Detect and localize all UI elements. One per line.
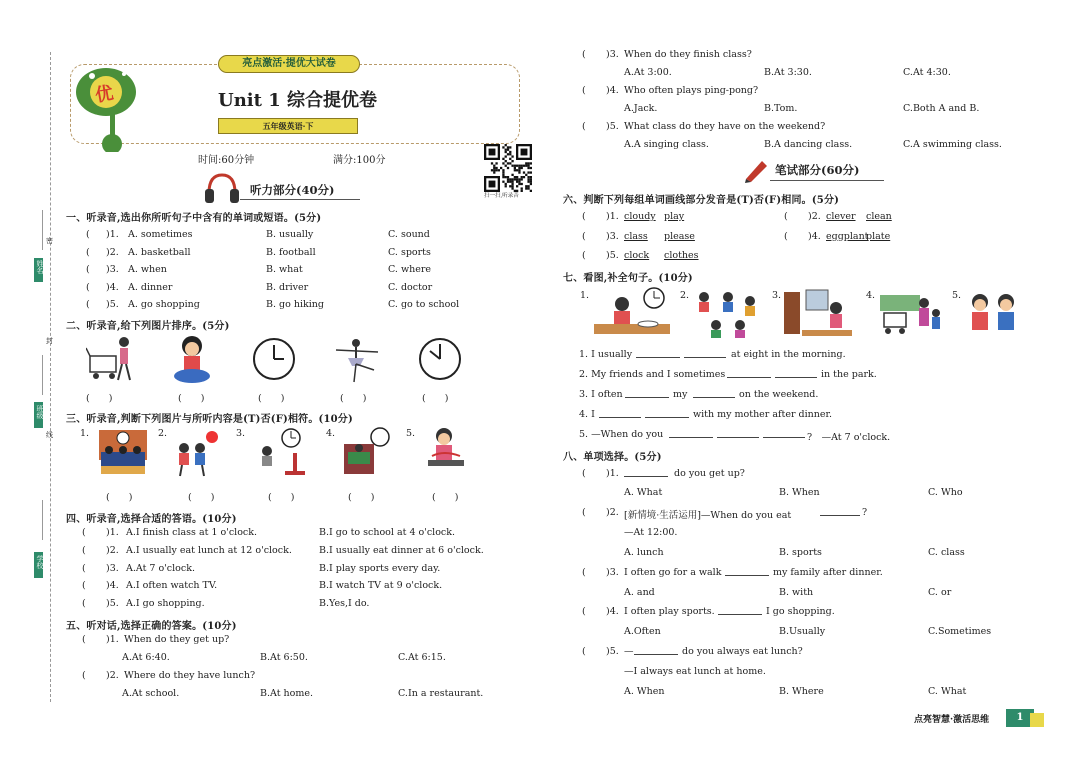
question-number: )5.	[106, 299, 119, 310]
option-a[interactable]: A. What	[624, 487, 663, 498]
answer-bracket[interactable]: (	[86, 229, 90, 240]
question-text: When do they finish class?	[624, 49, 752, 60]
answer-blank[interactable]	[636, 349, 680, 358]
option-a[interactable]: A. dinner	[128, 281, 173, 293]
word-2: play	[664, 211, 685, 222]
answer-blank[interactable]	[820, 507, 860, 516]
sentence-start: 3. I often	[579, 389, 623, 400]
seal-mark-1: 密	[46, 237, 53, 245]
answer-bracket[interactable]: (	[82, 544, 86, 556]
option-b[interactable]: B.Tom.	[764, 103, 798, 114]
option-a[interactable]: A.I usually eat lunch at 12 o'clock.	[126, 544, 292, 556]
word-1: class	[624, 231, 648, 242]
answer-blank[interactable]	[763, 429, 805, 438]
badge-text: 优	[93, 82, 115, 107]
option-b[interactable]: B.At 6:50.	[260, 652, 308, 663]
option-b[interactable]: B. Where	[779, 686, 824, 697]
answer-blank[interactable]	[669, 429, 713, 438]
answer-bracket[interactable]: (	[82, 634, 86, 645]
option-a[interactable]: A. basketball	[128, 246, 191, 258]
question-text: Where do they have lunch?	[124, 670, 256, 681]
option-b[interactable]: B.I usually eat dinner at 6 o'clock.	[319, 544, 484, 556]
word-1: clock	[624, 250, 650, 261]
answer-blank[interactable]	[625, 389, 669, 398]
answer-blank[interactable]	[693, 389, 735, 398]
option-c[interactable]: C.Both A and B.	[903, 103, 980, 114]
question-number: )3.	[106, 562, 119, 574]
qr-caption: 扫一扫,听录音	[484, 193, 519, 199]
top-banner: 亮点激活·提优大试卷	[218, 55, 360, 73]
answer-bracket-1[interactable]: ( )	[106, 492, 133, 503]
option-b[interactable]: B.Yes,I do.	[319, 598, 370, 610]
sentence-start: 2. My friends and I sometimes	[579, 369, 726, 380]
answer-bracket[interactable]: (	[86, 281, 90, 293]
word-2: clean	[866, 211, 892, 222]
question-text: [新情境·生活运用]—When do you eat	[624, 510, 792, 521]
option-b[interactable]: B. go hiking	[266, 299, 324, 310]
option-b[interactable]: B. driver	[266, 281, 309, 293]
answer-bracket-3[interactable]: ( )	[268, 492, 295, 503]
seal-mark-3: 线	[46, 431, 53, 439]
question-number: )4.	[606, 606, 619, 617]
option-c[interactable]: C. Who	[928, 487, 963, 498]
question-number: )3.	[606, 567, 619, 578]
question-text: What class do they have on the weekend?	[624, 121, 826, 132]
sentence-end: with my mother after dinner.	[693, 409, 833, 420]
answer-bracket[interactable]: (	[82, 598, 86, 610]
option-c[interactable]: C. sports	[388, 246, 431, 258]
clock-picture-1	[252, 337, 296, 381]
option-a[interactable]: A.At school.	[122, 688, 180, 699]
option-b[interactable]: B. sports	[779, 547, 822, 558]
answer-bracket[interactable]: (	[582, 250, 586, 261]
option-c[interactable]: C.Sometimes	[928, 626, 992, 637]
question-number: )2.	[808, 211, 821, 222]
option-b[interactable]: B. usually	[266, 229, 314, 240]
answer-bracket[interactable]: (	[582, 231, 586, 242]
option-b[interactable]: B. football	[266, 246, 316, 258]
park-kids-picture	[692, 287, 762, 339]
answer-bracket[interactable]: (	[784, 211, 788, 222]
question-number: )2.	[106, 544, 119, 556]
question-number: )1.	[106, 634, 119, 645]
pencil-icon	[742, 155, 770, 183]
option-c[interactable]: C. What	[928, 686, 967, 697]
side-label-school: 学校	[36, 555, 44, 569]
s2-title: 二、听录音,给下列图片排序。(5分)	[66, 321, 230, 332]
girl-washing-picture	[172, 334, 216, 386]
word-2: please	[664, 231, 695, 242]
seal-mark-2: 封	[46, 337, 53, 345]
footer-slogan: 点亮智慧·激活思维	[914, 715, 990, 725]
answer-blank[interactable]	[717, 429, 759, 438]
question-number: )1.	[606, 211, 619, 222]
option-b[interactable]: B.I go to school at 4 o'clock.	[319, 527, 456, 538]
answer-bracket[interactable]: (	[582, 507, 586, 518]
picture-number-5: 5.	[406, 428, 416, 439]
question-number: )4.	[106, 281, 119, 293]
sentence-end: in the park.	[821, 369, 877, 380]
option-b[interactable]: B. When	[779, 487, 820, 498]
answer-bracket-4[interactable]: ( )	[348, 492, 375, 503]
option-c[interactable]: C.At 6:15.	[398, 652, 446, 663]
option-a[interactable]: A. go shopping	[128, 299, 200, 310]
headphones-icon	[203, 171, 241, 205]
question-number: )4.	[106, 580, 119, 592]
breakfast-picture	[592, 286, 672, 340]
option-a[interactable]: A.I often watch TV.	[126, 580, 218, 592]
dancer-picture	[330, 336, 384, 384]
writing-title: 笔试部分(60分)	[775, 163, 860, 177]
picture-number-3: 3.	[236, 428, 246, 439]
sentence-end: ? —At 7 o'clock.	[807, 432, 891, 443]
answer-bracket[interactable]: (	[86, 246, 90, 258]
two-kids-picture	[964, 290, 1022, 340]
s8-title: 八、单项选择。(5分)	[563, 452, 662, 463]
classroom-picture	[97, 426, 149, 478]
s6-title: 六、判断下列每组单词画线部分发音是(T)否(F)相同。(5分)	[563, 195, 840, 206]
option-c[interactable]: C.At 4:30.	[903, 67, 951, 78]
answer-blank[interactable]	[684, 349, 726, 358]
answer-bracket[interactable]: (	[582, 49, 586, 60]
option-b[interactable]: B.I watch TV at 9 o'clock.	[319, 580, 443, 592]
question-text: do you always eat lunch?	[682, 646, 803, 657]
answer-blank[interactable]	[645, 409, 689, 418]
answer-bracket-4[interactable]: ( )	[340, 393, 367, 404]
question-text: —	[624, 646, 634, 657]
word-2: plate	[866, 231, 891, 242]
question-number: )1.	[106, 229, 119, 240]
question-number: )5.	[606, 646, 619, 657]
word-1: cloudy	[624, 211, 656, 222]
word-1: eggplant	[826, 231, 869, 242]
answer-bracket-2[interactable]: ( )	[188, 492, 215, 503]
shopping-picture	[86, 334, 134, 384]
answer-bracket[interactable]: (	[582, 85, 586, 96]
option-c[interactable]: C. sound	[388, 229, 430, 240]
s5-title: 五、听对话,选择正确的答案。(10分)	[66, 621, 237, 632]
answer-blank[interactable]	[775, 369, 817, 378]
question-text: I go shopping.	[766, 606, 835, 617]
s4-title: 四、听录音,选择合适的答语。(10分)	[66, 514, 237, 525]
question-number: )5.	[606, 121, 619, 132]
option-a[interactable]: A. sometimes	[128, 229, 193, 240]
answer-bracket[interactable]: (	[582, 646, 586, 657]
question-number: )5.	[106, 598, 119, 610]
answer-bracket-5[interactable]: ( )	[432, 492, 459, 503]
answer-bracket-2[interactable]: ( )	[178, 393, 205, 404]
badge-leaf-icon	[72, 62, 142, 152]
picture-number-4: 4.	[866, 290, 876, 301]
answer-bracket[interactable]: (	[582, 606, 586, 617]
picture-number-1: 1.	[80, 428, 90, 439]
question-number: )3.	[606, 231, 619, 242]
answer-bracket[interactable]: (	[784, 231, 788, 242]
sentence-start: 1. I usually	[579, 349, 633, 360]
option-a[interactable]: A.At 3:00.	[624, 67, 672, 78]
answer-bracket[interactable]: (	[82, 527, 86, 538]
qr-code-icon[interactable]	[484, 144, 532, 192]
kids-sun-picture	[170, 428, 222, 478]
listening-title: 听力部分(40分)	[250, 183, 335, 197]
sentence-middle: my	[673, 389, 688, 400]
picture-number-3: 3.	[772, 290, 782, 301]
clock-picture-2	[418, 337, 462, 381]
side-label-class: 班级	[36, 405, 44, 419]
page-title: Unit 1 综合提优卷	[218, 90, 377, 111]
question-text: I often play sports.	[624, 606, 715, 617]
answer-blank[interactable]	[725, 567, 769, 576]
shopping-family-picture	[878, 289, 944, 339]
answer-bracket[interactable]: (	[82, 670, 86, 681]
question-number: )3.	[606, 49, 619, 60]
bedroom-picture	[340, 426, 392, 476]
option-a[interactable]: A. when	[128, 264, 167, 275]
page-number: 1	[1006, 709, 1034, 727]
score-info: 满分:100分	[333, 155, 386, 166]
option-c[interactable]: C.In a restaurant.	[398, 688, 484, 699]
picture-number-2: 2.	[680, 290, 690, 301]
option-c[interactable]: C. go to school	[388, 299, 460, 310]
question-text: ?	[862, 507, 868, 518]
answer-bracket[interactable]: (	[582, 211, 586, 222]
sentence-end: on the weekend.	[739, 389, 819, 400]
answer-bracket[interactable]: (	[82, 580, 86, 592]
option-b[interactable]: B. what	[266, 264, 303, 275]
question-text: When do they get up?	[124, 634, 230, 645]
question-text: Who often plays ping-pong?	[624, 85, 759, 96]
answer-blank[interactable]	[599, 409, 641, 418]
sentence-start: 4. I	[579, 409, 595, 420]
question-number: )2.	[106, 670, 119, 681]
option-a[interactable]: A. lunch	[624, 547, 664, 558]
question-number: )1.	[106, 527, 119, 538]
option-c[interactable]: C. doctor	[388, 281, 433, 293]
cleaning-room-picture	[782, 286, 854, 340]
answer-bracket-1[interactable]: ( )	[86, 393, 113, 404]
option-a[interactable]: A.I go shopping.	[126, 598, 205, 610]
option-c[interactable]: C. where	[388, 264, 432, 275]
answer-blank[interactable]	[727, 369, 771, 378]
question-number: )5.	[606, 250, 619, 261]
option-a[interactable]: A.Often	[624, 626, 661, 637]
question-number: )2.	[106, 246, 119, 258]
subtitle-banner: 五年级英语·下	[218, 118, 358, 134]
question-text: I often go for a walk	[624, 567, 722, 578]
option-b[interactable]: B. with	[779, 587, 814, 598]
question-text: my family after dinner.	[773, 567, 883, 578]
question-number: )1.	[606, 468, 619, 479]
answer-bracket[interactable]: (	[582, 121, 586, 132]
binding-dashed-line	[50, 52, 51, 702]
sentence-end: at eight in the morning.	[731, 349, 846, 360]
picture-number-1: 1.	[580, 290, 590, 301]
s1-title: 一、听录音,选出你所听句子中含有的单词或短语。(5分)	[66, 213, 322, 224]
side-label-name: 姓名	[36, 260, 44, 274]
sentence-start: 5. —When do you	[579, 429, 664, 440]
answer-bracket[interactable]: (	[582, 468, 586, 479]
question-number: )2.	[606, 507, 619, 518]
answer-bracket-5[interactable]: ( )	[422, 393, 449, 404]
answer-blank[interactable]	[718, 606, 762, 615]
picture-number-4: 4.	[326, 428, 336, 439]
option-c[interactable]: C. or	[928, 587, 952, 598]
option-a[interactable]: A.A singing class.	[624, 139, 709, 150]
question-text: do you get up?	[674, 468, 745, 479]
option-b[interactable]: B.At home.	[260, 688, 314, 699]
reply-text: —I always eat lunch at home.	[624, 666, 766, 677]
answer-bracket-3[interactable]: ( )	[258, 393, 285, 404]
option-b[interactable]: B.I play sports every day.	[319, 562, 441, 574]
option-b[interactable]: B.A dancing class.	[764, 139, 853, 150]
s7-title: 七、看图,补全句子。(10分)	[563, 273, 693, 284]
question-number: )3.	[106, 264, 119, 275]
option-c[interactable]: C.A swimming class.	[903, 139, 1002, 150]
option-a[interactable]: A.At 6:40.	[122, 652, 170, 663]
boy-desk-picture	[255, 427, 307, 477]
option-a[interactable]: A.Jack.	[624, 103, 658, 114]
word-2: clothes	[664, 250, 699, 261]
s3-title: 三、听录音,判断下列图片与所听内容是(T)否(F)相符。(10分)	[66, 414, 353, 425]
reply-text: —At 12:00.	[624, 527, 678, 538]
picture-number-5: 5.	[952, 290, 962, 301]
answer-bracket[interactable]: (	[86, 299, 90, 310]
question-number: )4.	[808, 231, 821, 242]
option-c[interactable]: C. class	[928, 547, 965, 558]
cooking-picture	[420, 426, 472, 476]
option-a[interactable]: A. and	[624, 587, 655, 598]
answer-blank[interactable]	[624, 468, 668, 477]
answer-blank[interactable]	[634, 646, 678, 655]
answer-bracket[interactable]: (	[86, 264, 90, 275]
option-a[interactable]: A.At 7 o'clock.	[126, 562, 195, 574]
time-info: 时间:60分钟	[198, 155, 255, 166]
picture-number-2: 2.	[158, 428, 168, 439]
option-b[interactable]: B.Usually	[779, 626, 826, 637]
answer-bracket[interactable]: (	[82, 562, 86, 574]
option-a[interactable]: A. When	[624, 686, 665, 697]
option-b[interactable]: B.At 3:30.	[764, 67, 812, 78]
word-1: clever	[826, 211, 856, 222]
question-number: )4.	[606, 85, 619, 96]
option-a[interactable]: A.I finish class at 1 o'clock.	[126, 527, 258, 538]
answer-bracket[interactable]: (	[582, 567, 586, 578]
